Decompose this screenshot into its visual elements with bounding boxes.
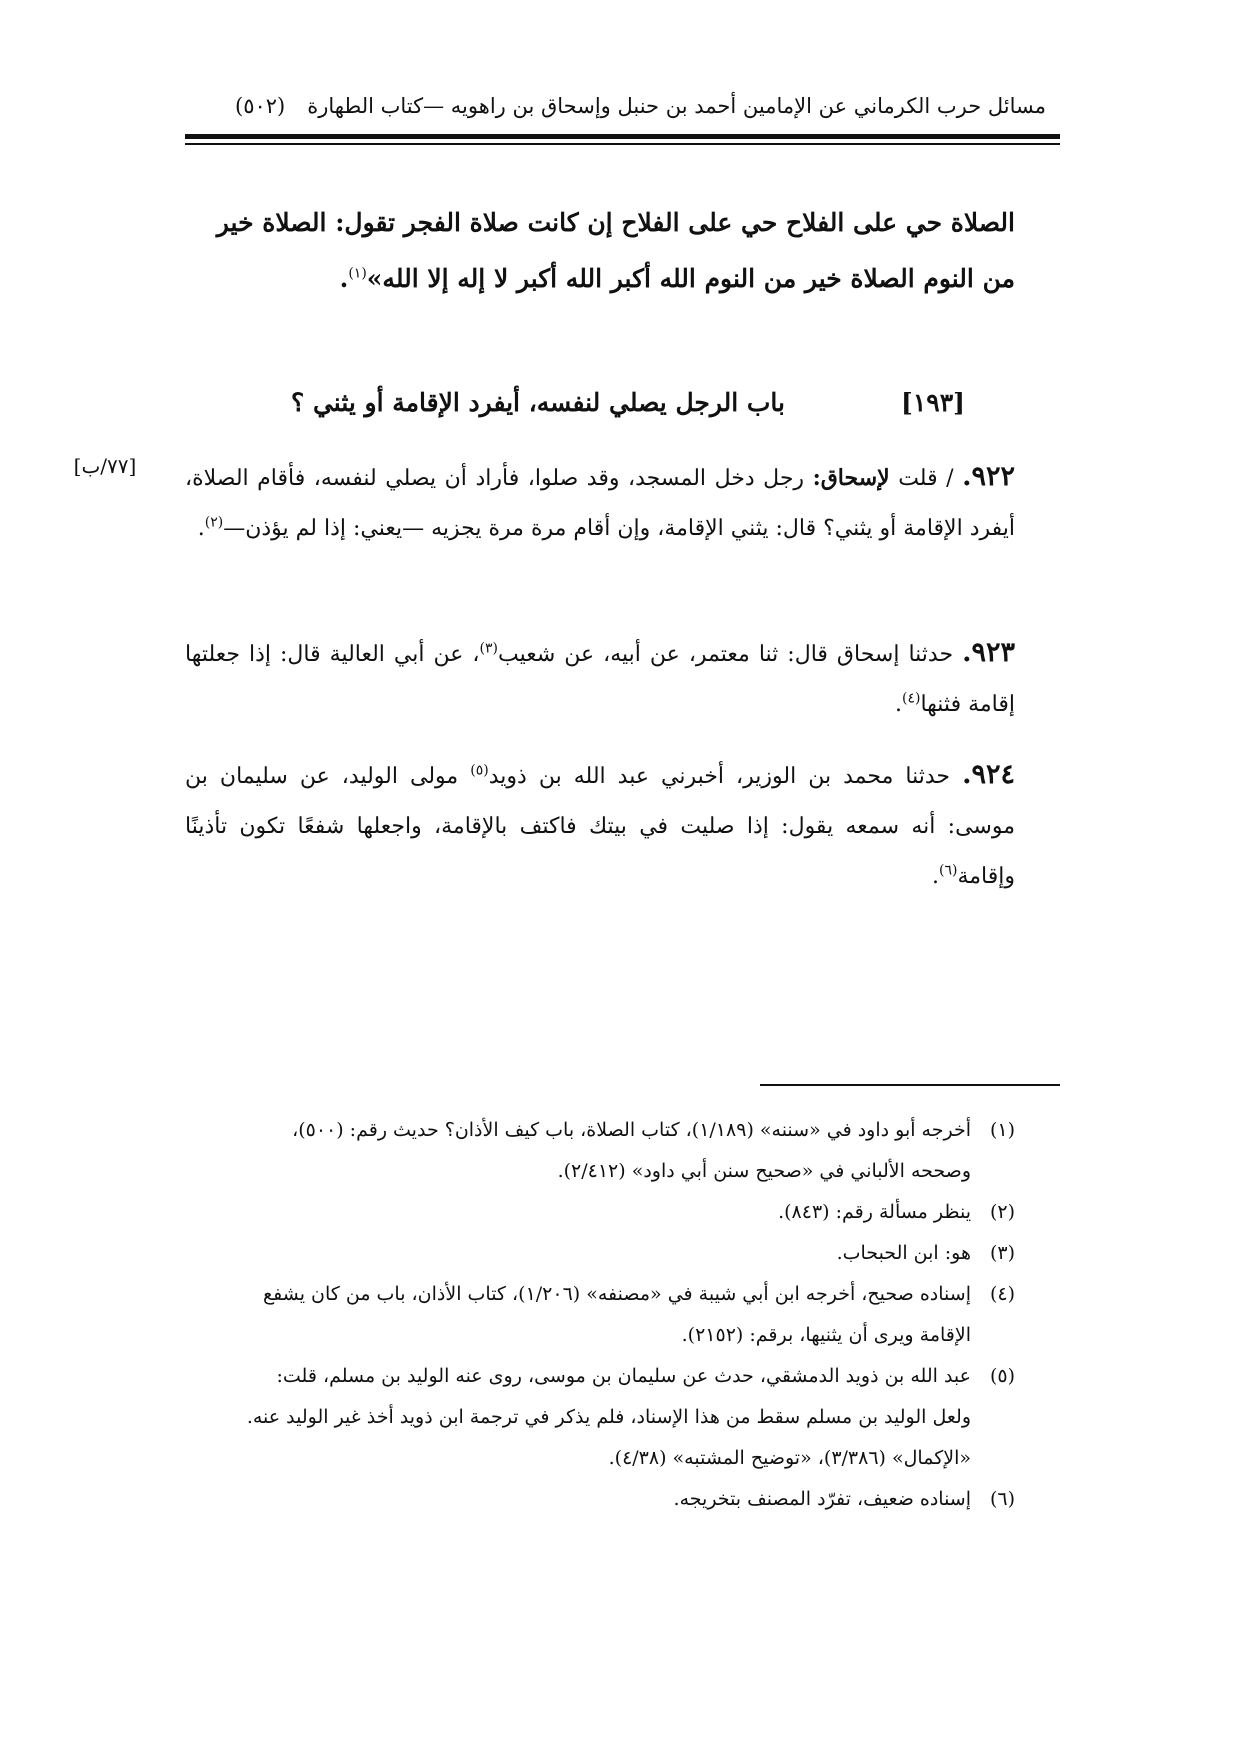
footnote-text: هو: ابن الحبحاب.: [836, 1242, 971, 1264]
footnote-text: ولعل الوليد بن مسلم سقط من هذا الإسناد، فلم يذكر في ترجمة ابن ذويد أخذ غير الوليد عنه.: [246, 1406, 971, 1428]
footnote-text: ينظر مسألة رقم: (٨٤٣).: [778, 1201, 971, 1223]
intro-end: .: [339, 264, 349, 293]
intro-line-2-text: من النوم الصلاة خير من النوم الله أكبر الله أكبر لا إله إلا الله»: [366, 264, 1015, 293]
chapter-title: باب الرجل يصلي لنفسه، أيفرد الإقامة أو يثني ؟: [290, 388, 785, 417]
book-title: مسائل حرب الكرماني عن الإمامين أحمد بن حنبل وإسحاق بن راهويه —كتاب الطهارة: [307, 94, 1046, 118]
issue-922: [185, 452, 1015, 554]
footnote-4: [185, 1274, 1015, 1356]
footnote-text: الإقامة ويرى أن يثنيها، برقم: (٢١٥٢).: [681, 1324, 971, 1346]
header-rule-thin: [185, 143, 1060, 145]
footnote-text: «الإكمال» (٣/٣٨٦)، «توضيح المشتبه» (٤/٣٨).: [608, 1447, 971, 1469]
footnote-ref[interactable]: (١): [348, 265, 367, 282]
intro-text: [185, 195, 1015, 307]
footnote-text: أخرجه أبو داود في «سننه» (١/١٨٩)، كتاب الصلاة، باب كيف الأذان؟ حديث رقم: (٥٠٠)،: [292, 1119, 971, 1141]
issue-text: / قلت: [889, 466, 963, 491]
issue-end: .: [931, 864, 939, 889]
footnote-number: (٤): [989, 1283, 1015, 1305]
issue-text: ، عن أبي العالية قال: إذا جعلتها إقامة فثنها: [185, 642, 1015, 717]
issue-end: .: [197, 516, 205, 541]
header-rule-thick: [185, 134, 1060, 139]
footnote-text: عبد الله بن ذويد الدمشقي، حدث عن سليمان بن موسى، روى عنه الوليد بن مسلم، قلت:: [276, 1365, 971, 1387]
footnote-ref[interactable]: (٤): [901, 690, 921, 707]
footnote-ref[interactable]: (٢): [204, 514, 224, 531]
manuscript-folio-note: [٧٧/ب]: [73, 454, 137, 478]
footnote-text: وصححه الألباني في «صحيح سنن أبي داود» (٢/٤١٢).: [557, 1160, 971, 1182]
footnote-1: [185, 1110, 1015, 1192]
footnote-number: (٦): [989, 1488, 1015, 1510]
issue-text: مولى الوليد، عن سليمان بن موسى: أنه سمعه يقول: إذا صليت في بيتك فاكتف بالإقامة، واجعلها شفعًا تكون تأذينًا وإقامة: [185, 764, 1015, 889]
issue-text: رجل دخل المسجد، وقد صلوا، فأراد أن يصلي لنفسه، فأقام الصلاة، أيفرد الإقامة أو يثني؟ قال: يثني الإقامة، وإن أقام مرة مرة يجزيه —يعني: إذا لم يؤذن—: [185, 466, 1015, 541]
footnote-number: (٢): [989, 1201, 1015, 1223]
footnote-5: [185, 1356, 1015, 1479]
issue-text: حدثنا إسحاق قال: ثنا معتمر، عن أبيه، عن شعيب: [497, 642, 963, 667]
footnote-number: (٥): [989, 1365, 1015, 1387]
issue-924: [185, 750, 1015, 902]
issue-number: ٩٢٣.: [962, 637, 1016, 668]
chapter-number: [١٩٣]: [901, 388, 965, 417]
footnote-separator: [760, 1084, 1060, 1086]
issue-923: [185, 628, 1015, 730]
footnote-6: [185, 1479, 1015, 1520]
footnote-number: (١): [989, 1119, 1015, 1141]
issue-number: ٩٢٤.: [962, 759, 1015, 790]
issue-end: .: [894, 692, 902, 717]
intro-line-2: [185, 251, 1015, 307]
issue-bold-term: لإسحاق:: [812, 465, 890, 491]
footnote-2: [185, 1192, 1015, 1233]
issue-number: ٩٢٢.: [962, 461, 1016, 492]
footnote-ref[interactable]: (٥): [470, 762, 489, 779]
footnotes: [185, 1110, 1015, 1520]
footnote-ref[interactable]: (٦): [938, 862, 958, 879]
footnote-text: إسناده صحيح، أخرجه ابن أبي شيبة في «مصنفه» (١/٢٠٦)، كتاب الأذان، باب من كان يشفع: [263, 1283, 971, 1305]
intro-line-1: الصلاة حي على الفلاح حي على الفلاح إن كانت صلاة الفجر تقول: الصلاة خير: [216, 208, 1015, 237]
issue-text: حدثنا محمد بن الوزير، أخبرني عبد الله بن ذويد: [488, 764, 963, 789]
page-number: (٥٠٢): [235, 94, 286, 118]
footnote-ref[interactable]: (٣): [479, 640, 498, 657]
footnote-number: (٣): [989, 1242, 1015, 1264]
footnote-text: إسناده ضعيف، تفرّد المصنف بتخريجه.: [673, 1488, 971, 1510]
footnote-3: [185, 1233, 1015, 1274]
running-header: [185, 88, 1060, 128]
